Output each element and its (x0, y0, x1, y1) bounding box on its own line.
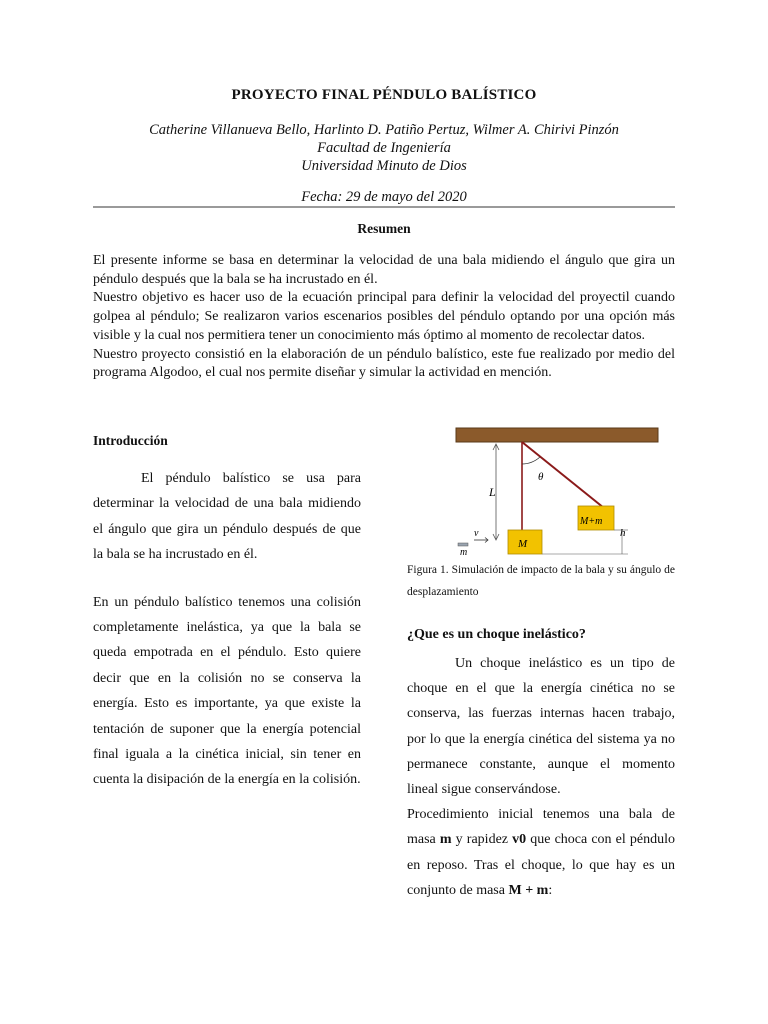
divider (93, 206, 675, 208)
question-body (407, 651, 675, 903)
angle-arc (522, 457, 540, 464)
string-displaced (522, 442, 604, 508)
intro-body (93, 466, 361, 793)
block-label-M: M (518, 538, 528, 550)
procedure-text: Procedimiento inicial tenemos una bala de masa (407, 807, 675, 848)
velocity-label: v (474, 528, 479, 539)
block-label-Mm: M+m (580, 516, 603, 527)
procedure-text: y rapidez (451, 832, 513, 848)
question-heading: ¿Que es un choque inelástico? (407, 627, 586, 642)
bullet (458, 543, 468, 546)
university: Universidad Minuto de Dios (301, 158, 467, 174)
theta-label: θ (538, 471, 544, 483)
figure-caption: Figura 1. Simulación de impacto de la bala y su ángulo de desplazamiento (407, 564, 675, 598)
ceiling-beam (456, 428, 658, 442)
abstract-paragraph: El presente informe se basa en determinar la velocidad de una bala midiendo el ángulo que gira un péndulo después que la bala se ha incrustado en él. (93, 253, 675, 287)
procedure-text: que choca con el péndulo en reposo. Tras el choque, lo que hay es un conjunto de masa (407, 832, 676, 898)
intro-heading: Introducción (93, 433, 168, 448)
abstract-heading: Resumen (357, 221, 411, 236)
abstract (93, 252, 675, 383)
procedure-text: : (548, 882, 553, 898)
faculty: Facultad de Ingeniería (317, 140, 451, 156)
pendulum-figure (452, 426, 664, 562)
author-block (0, 121, 768, 175)
abstract-paragraph: Nuestro objetivo es hacer uso de la ecuación principal para definir la velocidad del proyectil cuando golpea al péndulo; Se realizaron varios escenarios posibles del péndulo optando por una opción más visible y la cual nos permitiera tener un conocimiento más óptimo al momento de recolectar datos. (93, 290, 675, 343)
bullet-mass-label: m (460, 547, 468, 558)
definition-paragraph: Un choque inelástico es un tipo de choque en el que la energía cinética no se conserva, las fuerzas internas hacen trabajo, por lo que la energía cinética del sistema ya no permanece constante, aunque el momento lineal sigue conservándose. (407, 656, 675, 798)
velocity-symbol: v0 (512, 832, 527, 848)
combined-mass-symbol: M + m (508, 882, 549, 898)
intro-paragraph: En un péndulo balístico tenemos una colisión completamente inelástica, ya que la bala se queda empotrada en el péndulo. Esto quiere decir que en la colisión no se conserva la energía. Esto es importante, ya que existe la tentación de suponer que la energía potencial final iguala a la cinética inicial, sin tener en cuenta la disipación de la energía en la colisión. (93, 594, 361, 788)
length-label: L (489, 485, 496, 499)
document-title: PROYECTO FINAL PÉNDULO BALÍSTICO (231, 87, 537, 103)
height-label: h (620, 527, 626, 539)
abstract-paragraph: Nuestro proyecto consistió en la elaboración de un péndulo balístico, este fue realizado por medio del programa Algodoo, el cual nos permite diseñar y simular la actividad en mención. (93, 346, 675, 381)
procedure-paragraph (407, 802, 675, 903)
intro-paragraph: El péndulo balístico se usa para determinar la velocidad de una bala midiendo el ángulo que gira un péndulo después de que la bala se ha incrustado en él. (93, 471, 361, 563)
authors: Catherine Villanueva Bello, Harlinto D. Patiño Pertuz, Wilmer A. Chirivi Pinzón (149, 122, 619, 138)
date: Fecha: 29 de mayo del 2020 (301, 189, 467, 205)
mass-symbol: m (439, 832, 452, 848)
